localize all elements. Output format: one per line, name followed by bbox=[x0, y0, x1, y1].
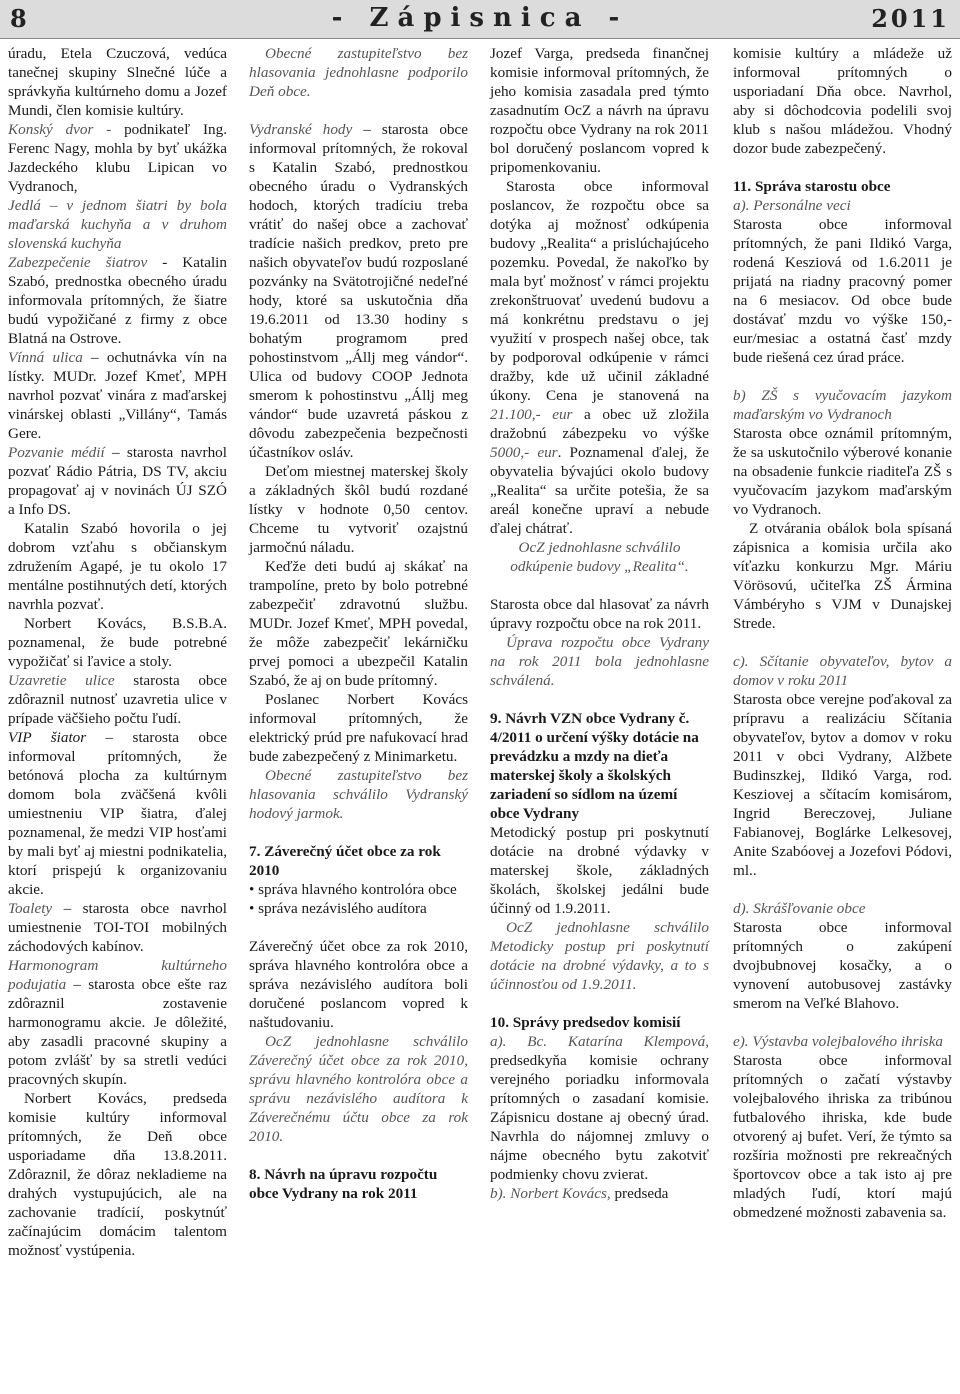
paragraph: Norbert Kovács, predseda komisie kultúry informoval prítomných, že Deň obce usporiadame dňa 13.8.2011. Zdôraznil, že dôraz nekladieme na drahých vystupujúcich, ale na zachovanie tradícií, poskytnúť začínajúcim domácim talentom možnosť vystúpenia. bbox=[8, 1090, 227, 1259]
item-text: – starosta obce informoval prítomných, že rokoval s Katalin Szabó, prednostkou obecného úradu o Vydranských hodoch, ktorých tradíciu treba vrátiť do našej obce a zachovať tradície našich predkov, preto pre našich obyvateľov budú rozposlané pozvánky na Svätotrojičné nedeľné hody, ktoré sa uskutočnia dňa 19.6.2011 od 13.30 hodiny s bohatým programom pred pohostinstvom „Állj meg vándor“. Ulica od budovy COOP Jednota smerom k pohostinstvu „Állj meg vándor“ bude uzavretá páskou z dôvodu zabezpečenia bezpečnosti účastníkov osláv. bbox=[249, 121, 469, 461]
paragraph: Obecné zastupiteľstvo bez hlasovania jednohlasne podporilo Deň obce. bbox=[249, 45, 468, 100]
paragraph bbox=[8, 671, 227, 728]
paragraph: Starosta obce informoval prítomných o začatí výstavby volejbalového ihriska za tribúnou futbalového ihriska, kde bude otvorený aj bufet. Verí, že týmto sa rozšíria možnosti pre rekreačných športovcov obce a tak isto aj pre mladých ľudí, ktorí majú obmedzené možnosti zabavenia sa. bbox=[733, 1052, 952, 1221]
item-label: Konský dvor - bbox=[8, 121, 125, 138]
item-text: starosta obce zdôraznil nutnosť uzavretia ulice v prípade väčšieho počtu ľudí. bbox=[8, 672, 228, 727]
item-label: Harmonogram kultúrneho podujatia bbox=[8, 957, 227, 993]
page-header bbox=[0, 0, 960, 39]
paragraph: Metodický postup pri poskytnutí dotácie na drobné výdavky v materskej škole, základných školách, školskej jedálni bude účinný od 1.9.2011. bbox=[490, 824, 709, 917]
item-text: podnikateľ Ing. Ferenc Nagy, mohla by byť ukážka Jazdeckého klubu Lipican vo Vydranoch, bbox=[8, 121, 228, 195]
item-text: – starosta obce navrhol umiestnenie TOI-TOI mobilných záchodových kabínov. bbox=[8, 900, 227, 955]
item-label: Vydranské hody bbox=[249, 121, 353, 138]
item-label: Pozvanie médií bbox=[8, 444, 105, 461]
item-text: – starosta obce informoval prítomných, že betónová plocha za kultúrnym domom bola zväčšená kvôli umiestneniu VIP šiatra, ďalej poznamenal, že medzi VIP hosťami by mali byť aj miestni podnikatelia, ktorí prispejú k organizovaniu akcie. bbox=[8, 729, 227, 898]
amount-value: 21.100,- eur bbox=[490, 406, 573, 423]
item-text: – starosta navrhol pozvať Rádio Pátria, DS TV, akciu propagovať aj v novinách ÚJ SZÓ a Info DS. bbox=[8, 444, 227, 518]
subsection-heading: b) ZŠ s vyučovacím jazykom maďarským vo Vydranoch bbox=[733, 387, 952, 423]
column-3 bbox=[490, 44, 709, 1203]
paragraph bbox=[490, 177, 709, 538]
paragraph: Jedlá – v jednom šiatri by bola maďarská kuchyňa a v druhom slovenská kuchyňa bbox=[8, 197, 227, 252]
paragraph: Katalin Szabó hovorila o jej dobrom vzťahu s občianskym združením Agapé, je tu okolo 17 mentálne postihnutých detí, ktorých navrhla pozvať. bbox=[8, 520, 227, 613]
subsection-heading: e). Výstavba volejbalového ihriska bbox=[733, 1033, 944, 1050]
paragraph bbox=[8, 120, 227, 196]
item-text: Starosta obce informoval poslancov, že rozpočtu obce sa dotýka aj možnosť odkúpenia budovy „Realita“ a prislúchajúceho pozemku. Povedal, že nakoľko by mala byť možnosť v rámci projektu zrekonštruovať uvedenú budovu a má konkrétnu predstavu o jej využití v prospech našej obce, tak by podporoval odkúpenie v rámci dražby, kde už učinil základné úkony. Cena je stanovená na bbox=[490, 178, 709, 404]
item-text: a obec už zložila dražobnú zábezpeku vo výške bbox=[490, 406, 709, 442]
paragraph: OcZ jednohlasne schválilo odkúpenie budovy „Realita“. bbox=[510, 539, 689, 575]
column-1 bbox=[8, 44, 227, 1260]
paragraph: Starosta obce oznámil prítomným, že sa uskutočnilo výberové konanie na obsadenie funkcie riaditeľa ZŠ s vyučovacím jazykom maďarským vo Vydranoch. bbox=[733, 425, 952, 518]
paragraph: Z otvárania obálok bola spísaná zápisnica a komisia určila ako víťazku konkurzu Mgr. Máriu Vörösovú, učiteľka ZŠ Ármina Vámbéryho s VJM v Dunajskej Strede. bbox=[733, 520, 952, 632]
paragraph: Úprava rozpočtu obce Vydrany na rok 2011 bola jednohlasne schválená. bbox=[490, 634, 709, 689]
item-text: – ochutnávka vín na lístky. MUDr. Jozef Kmeť, MPH navrhol pozvať vinára z maďarskej vinárskej oblasti „Villány“, Tamás Gere. bbox=[8, 349, 227, 442]
paragraph: Norbert Kovács, B.S.B.A. poznamenal, že bude potrebné vypožičať si ľavice a stoly. bbox=[8, 615, 227, 670]
paragraph: Starosta obce verejne poďakoval za prípravu a realizáciu Sčítania obyvateľov, bytov a domov v roku 2011 v obci Vydrany, Alžbete Budinszkej, Ildikó Varga, rod. Kesziovej a sčítacím komisárom, Ingrid Bereczovej, Juliane Fabianovej, Boglárke Lelkesovej, Anite Szabóovej a Jozefovi Pódovi, ml.. bbox=[733, 691, 952, 879]
subsection-heading: d). Skrášľovanie obce bbox=[733, 900, 866, 917]
paragraph: OcZ jednohlasne schválilo Záverečný účet obce za rok 2010, správu hlavného kontrolóra obce a správu nezávislého audítora k Záverečnému účtu obce za rok 2010. bbox=[249, 1033, 468, 1145]
column-4 bbox=[733, 44, 952, 1222]
paragraph bbox=[8, 443, 227, 519]
column-2 bbox=[249, 44, 468, 1203]
section-heading: 11. Správa starostu obce bbox=[733, 178, 891, 195]
paragraph: Keďže deti budú aj skákať na trampolíne, preto by bolo potrebné zabezpečiť zdravotnú službu. MUDr. Jozef Kmeť, MPH povedal, že môže zabezpečiť lekárničku prvej pomoci a ubezpečil Katalin Szabó, že aj on bude prítomný. bbox=[249, 558, 468, 689]
paragraph bbox=[249, 120, 468, 462]
paragraph: OcZ jednohlasne schválilo Metodicky postup pri poskytnutí dotácie na drobné výdavky, a to s účinnosťou od 1.9.2011. bbox=[490, 919, 709, 993]
paragraph bbox=[8, 956, 227, 1089]
subsection-heading: a). Personálne veci bbox=[733, 197, 851, 214]
item-text: . Poznamenal ďalej, že obyvatelia bývajúci okolo budovy „Realita“ sa určite potešia, že sa areál konečne upraví a nebude ďalej chátrať. bbox=[490, 444, 709, 537]
paragraph bbox=[8, 899, 227, 956]
item-label: b). Norbert Kovács, bbox=[490, 1185, 611, 1202]
subsection-heading: c). Sčítanie obyvateľov, bytov a domov v roku 2011 bbox=[733, 653, 952, 689]
item-text: predsedkyňa komisie ochrany verejného poriadku informovala prítomných o zasadaní komisie. Zápisnicu dostane aj obecný úrad. Navrhla do nájomnej zmluvy o nájme obecného bytu zakotviť podmienky chovu zvierat. bbox=[490, 1052, 709, 1183]
item-label: Toalety bbox=[8, 900, 53, 917]
item-text: - Katalin Szabó, prednostka obecného úradu informovala prítomných, že šiatre budú vypožičané z firmy z obce Blatná na Ostrove. bbox=[8, 254, 227, 347]
amount-value: 5000,- eur bbox=[490, 444, 558, 461]
section-heading: 10. Správy predsedov komisií bbox=[490, 1014, 681, 1031]
paragraph: Obecné zastupiteľstvo bez hlasovania schválilo Vydranský hodový jarmok. bbox=[249, 767, 468, 822]
paragraph: komisie kultúry a mládeže už informoval prítomných o usporiadaní Dňa obce. Navrhol, aby si dôchodcovia podelili svoj klub s našou mládežou. Vhodný dozor bude zabezpečený. bbox=[733, 45, 952, 157]
paragraph: Starosta obce informoval prítomných, že pani Ildikó Varga, rodená Kesziová od 1.6.2011 je prijatá na riadny pracovný pomer na 6 mesiacov. Od obce bude dostávať mzdu vo výške 150,-eur/mesiac a ostatná časť mzdy bude riešená cez úrad práce. bbox=[733, 216, 952, 366]
section-heading: 8. Návrh na úpravu rozpočtu obce Vydrany na rok 2011 bbox=[249, 1166, 438, 1202]
paragraph: Starosta obce informoval prítomných o zakúpení dvojbubnovej kosačky, a o vynovení autobusovej zastávky smerom na Veľké Blahovo. bbox=[733, 919, 952, 1012]
item-label: Zabezpečenie šiatrov bbox=[8, 254, 148, 271]
paragraph bbox=[8, 348, 227, 443]
item-label: VIP šiator bbox=[8, 729, 87, 746]
page-number: 8 bbox=[10, 4, 27, 33]
newsletter-title: - Zápisnica - bbox=[331, 3, 629, 33]
paragraph: Poslanec Norbert Kovács informoval prítomných, že elektrický prúd pre nafukovací hrad bude zabezpečený z Minimarketu. bbox=[249, 691, 468, 765]
section-heading: 7. Záverečný účet obce za rok 2010 bbox=[249, 843, 441, 879]
paragraph bbox=[8, 728, 227, 899]
paragraph bbox=[490, 1032, 709, 1184]
bullet-item: • správa nezávislého audítora bbox=[249, 900, 427, 917]
paragraph bbox=[490, 1184, 709, 1203]
bullet-item: • správa hlavného kontrolóra obce bbox=[249, 881, 457, 898]
paragraph: Deťom miestnej materskej školy a základných škôl budú rozdané lístky v hodnote 0,50 centov. Chceme tu vytvoriť ozajstnú jarmočnú náladu. bbox=[249, 463, 468, 556]
item-label: Vínná ulica bbox=[8, 349, 83, 366]
item-text: – starosta obce ešte raz zdôraznil zostavenie harmonogramu akcie. Je dôležité, aby zasadli pracovné skupiny a potom zvlášť by sa stretli vedúci pracovných skupín. bbox=[8, 976, 227, 1088]
item-text: predseda bbox=[614, 1185, 669, 1202]
section-heading: 9. Návrh VZN obce Vydrany č. 4/2011 o určení výšky dotácie na prevádzku a mzdy na dieťa materskej školy a školských zariadení so sídlom na území obce Vydrany bbox=[490, 710, 699, 822]
item-label: a). Bc. Katarína Klempová, bbox=[490, 1033, 709, 1050]
issue-year: 2011 bbox=[871, 4, 950, 33]
paragraph: úradu, Etela Czuczová, vedúca tanečnej skupiny Slnečné lúče a správkyňa kultúrneho domu a Jozef Mundi, člen komisie kultúry. bbox=[8, 45, 227, 119]
item-label: Uzavretie ulice bbox=[8, 672, 115, 689]
paragraph bbox=[8, 253, 227, 348]
paragraph: Záverečný účet obce za rok 2010, správa hlavného kontrolóra obce a správa nezávislého audítora boli doručené poslancom vopred k naštudovaniu. bbox=[249, 938, 468, 1031]
paragraph: Starosta obce dal hlasovať za návrh úpravy rozpočtu obce na rok 2011. bbox=[490, 596, 709, 632]
paragraph: Jozef Varga, predseda finančnej komisie informoval prítomných, že jeho komisia zasadala pred týmto zasadnutím OcZ a návrh na úpravu rozpočtu obce Vydrany na rok 2011 bol doručený poslancom vopred k pripomenkovaniu. bbox=[490, 45, 709, 176]
